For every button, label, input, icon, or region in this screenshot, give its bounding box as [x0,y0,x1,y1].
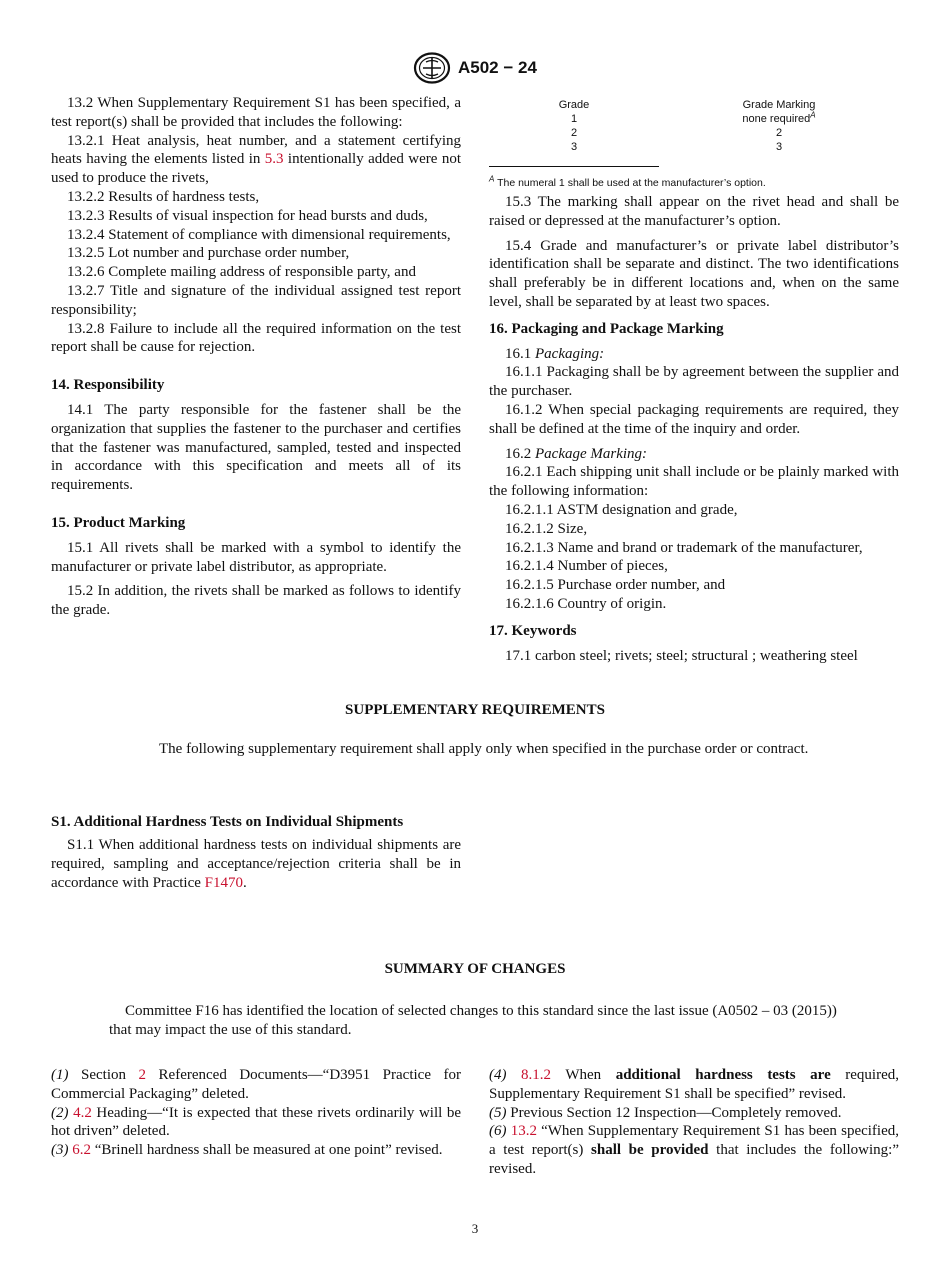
para-16-2-1-6: 16.2.1.6 Country of origin. [505,595,667,612]
section-heading-15: 15. Product Marking [51,514,186,531]
link-4-2[interactable]: 4.2 [73,1104,92,1121]
para-16-1: 16.1 Packaging: [505,345,605,362]
link-13-2[interactable]: 13.2 [510,1123,537,1140]
para-16-1-1: 16.1.1 Packaging shall be by agreement between the supplier and the purchaser. [489,364,899,400]
table-row [489,140,899,154]
para-17-1: 17.1 carbon steel; rivets; steel; structural ; weathering steel [505,647,858,664]
table-header-marking: Grade Marking [742,99,816,111]
change-2: (2) 4.2 Heading—“It is expected that these rivets ordinarily will be hot driven” deleted. [51,1104,461,1140]
link-5-3[interactable]: 5.3 [264,151,284,168]
para-13-2-4: 13.2.4 Statement of compliance with dimensional requirements, [67,226,451,243]
table-cell: 3 [775,141,783,153]
para-15-3: 15.3 The marking shall appear on the rivet head and shall be raised or depressed at the manufacturer’s option. [489,194,899,229]
para-13-2-8: 13.2.8 Failure to include all the required information on the test report shall be cause for rejection. [51,320,461,356]
table-cell: none required$^A$ [742,110,816,125]
change-4: (4) 8.1.2 When additional hardness tests are required, Supplementary Requirement S1 shall be specified” revised. [489,1067,899,1102]
changes-right-column [489,1066,899,1179]
footnote-mark: A [489,174,495,184]
table-cell: 2 [570,127,578,139]
table-footnote: $^A$ The numeral 1 shall be used at the manufacturer’s option. [489,174,766,189]
table-cell: 2 [775,127,783,139]
para-15-2: 15.2 In addition, the rivets shall be marked as follows to identify the grade. [51,583,461,619]
para-16-2: 16.2 Package Marking: [505,445,648,462]
link-8-1-2[interactable]: 8.1.2 [521,1067,552,1083]
page-header [0,52,950,84]
para-16-2-1-4: 16.2.1.4 Number of pieces, [505,558,668,575]
change-5: (5) Previous Section 12 Inspection—Completely removed. [489,1104,842,1121]
para-16-1-2: 16.1.2 When special packaging requirements are required, they shall be defined at the time of the inquiry and order. [489,401,899,437]
para-13-2-5: 13.2.5 Lot number and purchase order number, [67,245,350,262]
table-cell: 1 [570,113,578,125]
section-heading-14: 14. Responsibility [51,377,165,394]
para-13-2-6: 13.2.6 Complete mailing address of responsible party, and [67,264,416,281]
para-15-4: 15.4 Grade and manufacturer’s or private label distributor’s identification shall be separate and distinct. The two identifications shall preferably be in different locations and, when on the same level, shall be separated by at least two spaces. [489,237,899,310]
para-13-2-2: 13.2.2 Results of hardness tests, [67,188,260,205]
change-6: (6) 13.2 “When Supplementary Requirement S1 has been specified, a test report(s) shall be provided that includes the following:” revised. [489,1123,900,1177]
changes-intro: Committee F16 has identified the location of selected changes to this standard since the last issue (A0502 – 03 (2015)) that may impact the use of this standard. [109,1003,837,1038]
grade-marking-table [489,98,899,154]
table-cell: 3 [570,141,578,153]
para-15-1: 15.1 All rivets shall be marked with a symbol to identify the manufacturer or private label distributor, as appropriate. [51,539,461,575]
para-13-2-3: 13.2.3 Results of visual inspection for head bursts and duds, [67,207,428,224]
table-header-grade: Grade [558,99,590,111]
para-14-1: 14.1 The party responsible for the fastener shall be the organization that supplies the fastener to the purchaser and certifies that the fastener was manufactured, sampled, tested and inspected in accordance with this specification and meets all of its requirements. [51,401,461,494]
para-13-2-7: 13.2.7 Title and signature of the individual assigned test report responsibility; [51,282,461,318]
para-13-2: 13.2 When Supplementary Requirement S1 has been specified, a test report(s) shall be provided that includes the following: [51,95,461,130]
table-header-row [489,98,899,112]
change-3: (3) 6.2 “Brinell hardness shall be measured at one point” revised. [51,1142,443,1159]
para-16-2-1-2: 16.2.1.2 Size, [505,520,588,537]
table-row [489,126,899,140]
para-13-2-1: 13.2.1 Heat analysis, heat number, and a statement certifying heats having the elements listed in 5.3 intentionally added were not used to produce the rivets, [51,132,461,187]
right-column [489,98,899,665]
astm-logo-icon [413,52,451,84]
section-heading-16: 16. Packaging and Package Marking [489,320,724,337]
changes-left-column [51,1066,461,1160]
para-16-2-1: 16.2.1 Each shipping unit shall include or be plainly marked with the following information: [489,464,899,500]
para-16-2-1-3: 16.2.1.3 Name and brand or trademark of the manufacturer, [505,539,863,556]
para-16-2-1-1: 16.2.1.1 ASTM designation and grade, [505,501,738,518]
link-section-2[interactable]: 2 [138,1067,147,1083]
footnote-ref: A [810,110,816,120]
para-16-2-1-5: 16.2.1.5 Purchase order number, and [505,577,726,594]
changes-title: SUMMARY OF CHANGES [384,961,566,977]
supplementary-intro: The following supplementary requirement shall apply only when specified in the purchase order or contract. [159,741,809,757]
link-6-2[interactable]: 6.2 [72,1142,91,1159]
table-footnote-rule [489,166,659,167]
table-row [489,112,899,126]
link-f1470[interactable]: F1470 [204,874,244,891]
supplementary-title: SUPPLEMENTARY REQUIREMENTS [345,702,605,718]
change-1: (1) Section 2 Referenced Documents—“D3951 Practice for Commercial Packaging” deleted. [51,1067,461,1102]
page-number: 3 [471,1221,479,1236]
document-designation: A502 − 24 [458,58,537,77]
s1-heading: S1. Additional Hardness Tests on Individual Shipments [51,814,404,830]
para-s1-1: S1.1 When additional hardness tests on individual shipments are required, sampling and acceptance/rejection criteria shall be in accordance with Practice F1470. [51,837,461,891]
left-column [51,94,461,620]
section-heading-17: 17. Keywords [489,622,577,639]
